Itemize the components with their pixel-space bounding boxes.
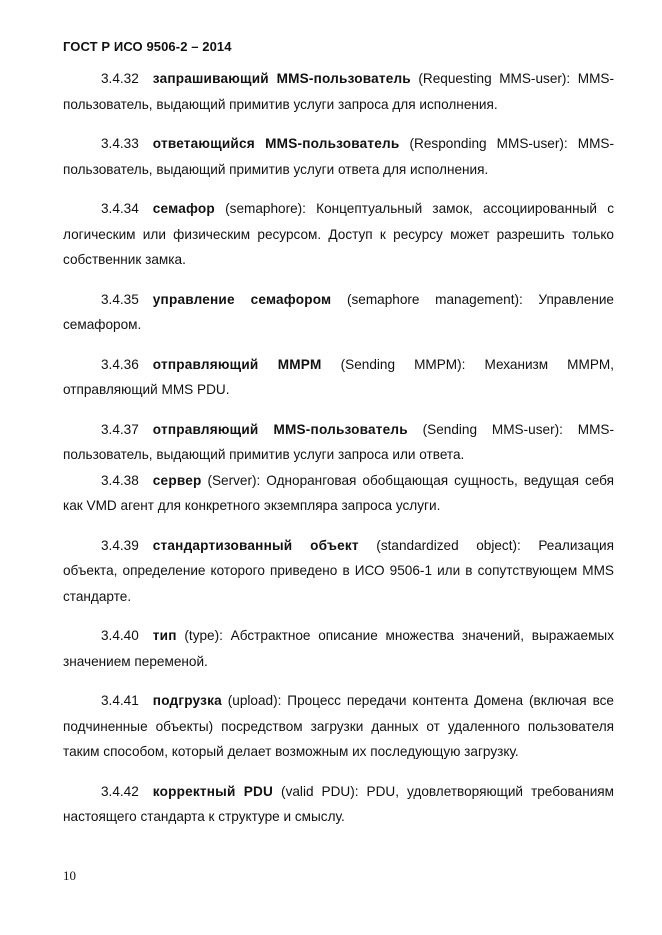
entry-number: 3.4.39 (101, 537, 139, 553)
entry-text: (semaphore): Концептуальный замок, ассоциированный с логическим или физическим ресурсом. Доступ к ресурсу может разрешить только собственник замка. (63, 201, 614, 267)
entry-number: 3.4.38 (101, 472, 139, 488)
definition-entry (63, 352, 614, 403)
entry-text: (Sending MMS-user): MMS-пользователь, выдающий примитив услуги запроса или ответа. (63, 421, 615, 462)
definition-entry (63, 417, 614, 468)
entry-text: (valid PDU): PDU, удовлетворяющий требованиям настоящего стандарта к структуре и смыслу. (63, 783, 614, 824)
entry-text: (Server): Одноранговая обобщающая сущность, ведущая себя как VMD агент для конкретного экземпляра запроса услуги. (63, 472, 614, 513)
entry-term: управление семафором (152, 291, 332, 307)
entry-term: стандартизованный объект (152, 537, 359, 553)
entry-number: 3.4.42 (101, 783, 139, 799)
entry-term: отправляющий MMS-пользователь (152, 421, 408, 437)
entry-number: 3.4.40 (101, 628, 139, 643)
entry-term: ответающийся MMS-пользователь (152, 136, 400, 151)
entry-text: (Requesting MMS-user): MMS-пользователь, выдающий примитив услуги запроса для исполнения. (63, 71, 614, 112)
entry-term: подгрузка (152, 693, 222, 708)
entry-number: 3.4.35 (101, 291, 139, 307)
entry-term: семафор (152, 201, 215, 216)
entry-number: 3.4.41 (101, 693, 139, 708)
entry-term: запрашивающий MMS-пользователь (152, 71, 411, 86)
entry-number: 3.4.34 (101, 201, 139, 216)
entry-number: 3.4.33 (101, 136, 139, 151)
definition-entry (63, 66, 614, 117)
entry-number: 3.4.32 (101, 71, 139, 86)
entry-text: (semaphore management): Управление семафором. (63, 291, 614, 332)
document-header: ГОСТ Р ИСО 9506-2 – 2014 (63, 39, 232, 54)
entry-text: (Sending MMPM): Механизм MMPM, отправляющий MMS PDU. (63, 356, 614, 397)
definition-entry (63, 533, 614, 610)
entry-text: (Responding MMS-user): MMS-пользователь, выдающий примитив услуги ответа для исполнения. (63, 136, 614, 177)
definition-entry (63, 287, 614, 338)
definition-entry (63, 196, 614, 273)
entry-number: 3.4.37 (101, 421, 139, 437)
entry-number: 3.4.36 (101, 356, 139, 372)
definition-entry (63, 131, 614, 182)
entry-text: (standardized object): Реализация объекта, определение которого приведено в ИСО 9506-1 или в сопутствующем MMS стандарте. (63, 537, 614, 604)
definitions-list (63, 62, 614, 830)
page-number: 10 (63, 868, 76, 883)
entry-text: (upload): Процесс передачи контента Домена (включая все подчиненные объекты) посредством загрузки данных от удаленного пользователя таким способом, который делает возможным их последующую загрузку. (63, 693, 614, 759)
definition-entry (63, 623, 614, 674)
entry-term: корректный PDU (152, 783, 274, 799)
entry-term: отправляющий MMPM (152, 356, 322, 372)
entry-term: тип (152, 628, 177, 643)
entry-text: (type): Абстрактное описание множества значений, выражаемых значением переменой. (63, 628, 614, 669)
entry-term: сервер (152, 472, 202, 488)
definition-entry (63, 688, 614, 765)
definition-entry (63, 468, 614, 519)
definition-entry (63, 779, 614, 830)
